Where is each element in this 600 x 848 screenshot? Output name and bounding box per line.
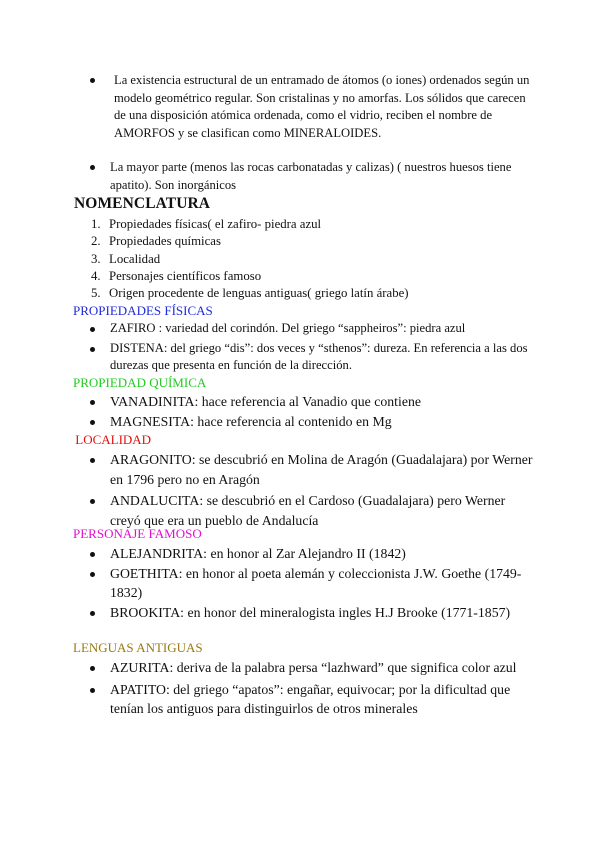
bullet-icon — [90, 400, 95, 405]
section-title-lenguas: LENGUAS ANTIGUAS — [73, 640, 203, 655]
bullet-icon — [90, 572, 95, 577]
bullet-icon — [90, 688, 95, 693]
list-item: ANDALUCITA: se descubrió en el Cardoso (Guadalajara) pero Werner creyó que era un pueblo de Andalucía — [0, 491, 600, 530]
bullet-icon — [90, 552, 95, 557]
section-title-localidad: LOCALIDAD — [72, 432, 152, 447]
quimica-list — [0, 392, 600, 431]
localidad-list — [0, 450, 600, 530]
section-title-fisicas: PROPIEDADES FÍSICAS — [73, 303, 213, 318]
list-item: 5. Origen procedente de lenguas antiguas( griego latín árabe) — [91, 286, 409, 301]
intro-text-2: La mayor parte (menos las rocas carbonatadas y calizas) ( nuestros huesos tiene apatito). Son inorgánicos — [110, 160, 512, 192]
bullet-icon — [90, 165, 95, 170]
list-item: 2. Propiedades químicas — [91, 234, 221, 249]
list-item: 3. Localidad — [91, 251, 161, 266]
list-item: GOETHITA: en honor al poeta alemán y coleccionista J.W. Goethe (1749- 1832) — [0, 564, 600, 603]
bullet-icon — [90, 499, 95, 504]
bullet-icon — [90, 666, 95, 671]
bullet-icon — [90, 420, 95, 425]
intro-text-1: La existencia estructural de un entramado de átomos (o iones) ordenados según un modelo geométrico regular. Son cristalinas y no amorfas. Los sólidos que carecen de una disposición atómica ordenada, como el vidrio, reciben el nombre de AMORFOS y se clasifican como MINERALOIDES. — [114, 73, 530, 140]
list-item: BROOKITA: en honor del mineralogista ingles H.J Brooke (1771-1857) — [0, 603, 600, 623]
lenguas-list — [0, 658, 600, 719]
bullet-icon — [90, 347, 95, 352]
list-item — [0, 159, 600, 194]
list-item: VANADINITA: hace referencia al Vanadio que contiene — [0, 392, 600, 412]
list-item: MAGNESITA: hace referencia al contenido en Mg — [0, 412, 600, 432]
intro-bullet-list — [0, 72, 600, 194]
section-title-personaje: PERSONAJE FAMOSO — [73, 526, 202, 541]
bullet-icon — [90, 458, 95, 463]
list-item: ARAGONITO: se descubrió en Molina de Aragón (Guadalajara) por Werner en 1796 pero no en Aragón — [0, 450, 600, 489]
bullet-icon — [90, 611, 95, 616]
list-item: 1. Propiedades físicas( el zafiro- piedra azul — [91, 217, 322, 231]
list-item: ALEJANDRITA: en honor al Zar Alejandro II (1842) — [0, 544, 600, 564]
list-item: ZAFIRO : variedad del corindón. Del griego “sappheiros”: piedra azul — [0, 320, 600, 338]
fisicas-list — [0, 320, 600, 375]
bullet-icon — [90, 78, 95, 83]
list-item: APATITO: del griego “apatos”: engañar, equivocar; por la dificultad que tenían los antiguos para distinguirlos de otros minerales — [0, 680, 600, 719]
bullet-icon — [90, 327, 95, 332]
list-item: AZURITA: deriva de la palabra persa “lazhward” que significa color azul — [0, 658, 600, 678]
list-item — [0, 72, 600, 159]
section-title-quimica: PROPIEDAD QUÍMICA — [73, 375, 207, 390]
list-item: 4. Personajes científicos famoso — [91, 268, 262, 283]
list-item: DISTENA: del griego “dis”: dos veces y “sthenos”: dureza. En referencia a las dos durezas que presenta en función de la dirección. — [0, 340, 600, 375]
personaje-list — [0, 544, 600, 622]
nomenclatura-list — [0, 216, 600, 302]
nomenclatura-heading: NOMENCLATURA — [74, 195, 211, 212]
